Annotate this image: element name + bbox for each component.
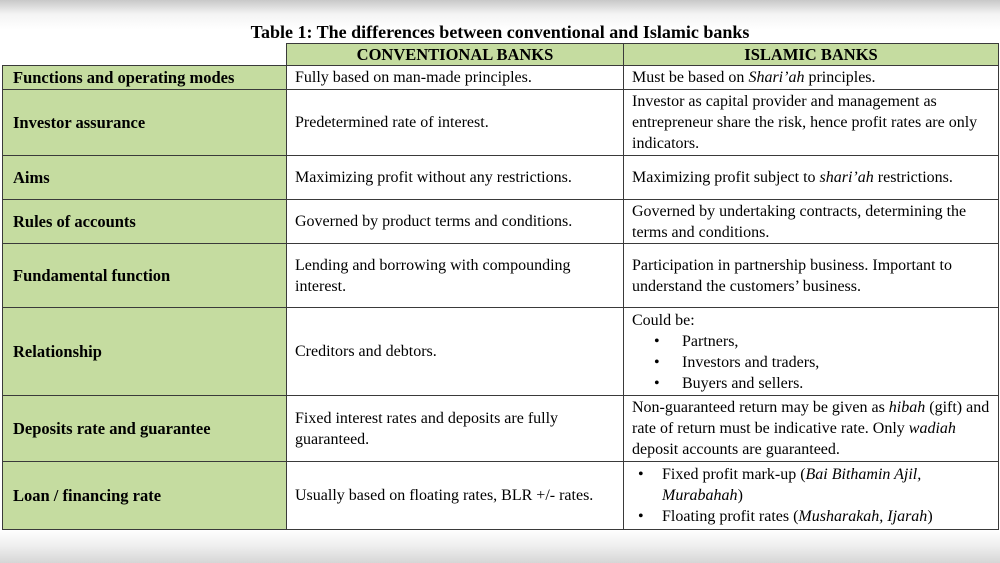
text-part: Fixed profit mark-up ( [662,466,806,483]
column-header-islamic: ISLAMIC BANKS [624,44,999,66]
bullet-list [632,464,990,527]
row-label: Functions and operating modes [3,66,287,90]
table-row [3,66,999,90]
row-label: Rules of accounts [3,200,287,244]
row-label: Relationship [3,308,287,396]
column-header-conventional: CONVENTIONAL BANKS [287,44,624,66]
islamic-cell: Participation in partnership business. Important to understand the customers’ business. [624,244,999,308]
table-row [3,90,999,156]
conventional-cell: Predetermined rate of interest. [287,90,624,156]
text-part: principles. [804,69,876,86]
row-label: Aims [3,156,287,200]
list-item [632,464,990,506]
italic-term: shari’ah [819,169,874,186]
conventional-cell: Governed by product terms and conditions. [287,200,624,244]
conventional-cell: Fully based on man-made principles. [287,66,624,90]
row-label: Investor assurance [3,90,287,156]
list-item: • Investors and traders, [632,352,990,373]
islamic-cell: Governed by undertaking contracts, determining the terms and conditions. [624,200,999,244]
list-intro: Could be: [632,311,695,329]
row-label: Deposits rate and guarantee [3,396,287,462]
table-caption: Table 1: The differences between conventional and Islamic banks [250,22,750,42]
italic-term: wadiah [908,420,956,437]
row-label: Loan / financing rate [3,462,287,530]
islamic-cell: Investor as capital provider and management as entrepreneur share the risk, hence profit rates are only indicators. [624,90,999,156]
conventional-cell: Creditors and debtors. [287,308,624,396]
table-row [3,396,999,462]
row-label: Fundamental function [3,244,287,308]
text-part: Maximizing profit subject to [632,169,820,186]
bullet-list [632,331,990,394]
list-item [632,506,990,527]
islamic-cell [624,396,999,462]
table-row [3,308,999,396]
conventional-cell: Usually based on floating rates, BLR +/- rates. [287,462,624,530]
table-row [3,462,999,530]
conventional-cell: Maximizing profit without any restrictions. [287,156,624,200]
text-part: Non-guaranteed return may be given as [632,399,889,416]
text-part: Floating profit rates ( [662,508,799,525]
text-part: (gift) and rate of return must be indicative rate. Only [632,399,990,437]
header-row [3,44,999,66]
header-corner [3,44,287,66]
islamic-cell [624,462,999,530]
italic-term: Bai Bithamin Ajil, Murabahah [662,466,922,504]
text-part: deposit accounts are guaranteed. [632,441,840,458]
conventional-cell: Lending and borrowing with compounding interest. [287,244,624,308]
table-row [3,200,999,244]
islamic-cell [624,156,999,200]
italic-term: hibah [888,399,926,416]
table-row [3,156,999,200]
italic-term: Shari’ah [748,69,805,86]
islamic-cell [624,308,999,396]
italic-term: Musharakah, Ijarah [798,508,928,525]
table-row [3,244,999,308]
comparison-table [2,43,999,530]
text-part: ) [737,487,743,504]
list-item: • Partners, [632,331,990,352]
text-part: restrictions. [873,169,953,186]
islamic-cell [624,66,999,90]
conventional-cell: Fixed interest rates and deposits are fully guaranteed. [287,396,624,462]
text-part: Must be based on [632,69,749,86]
list-item: • Buyers and sellers. [632,373,990,394]
text-part: ) [927,508,933,525]
